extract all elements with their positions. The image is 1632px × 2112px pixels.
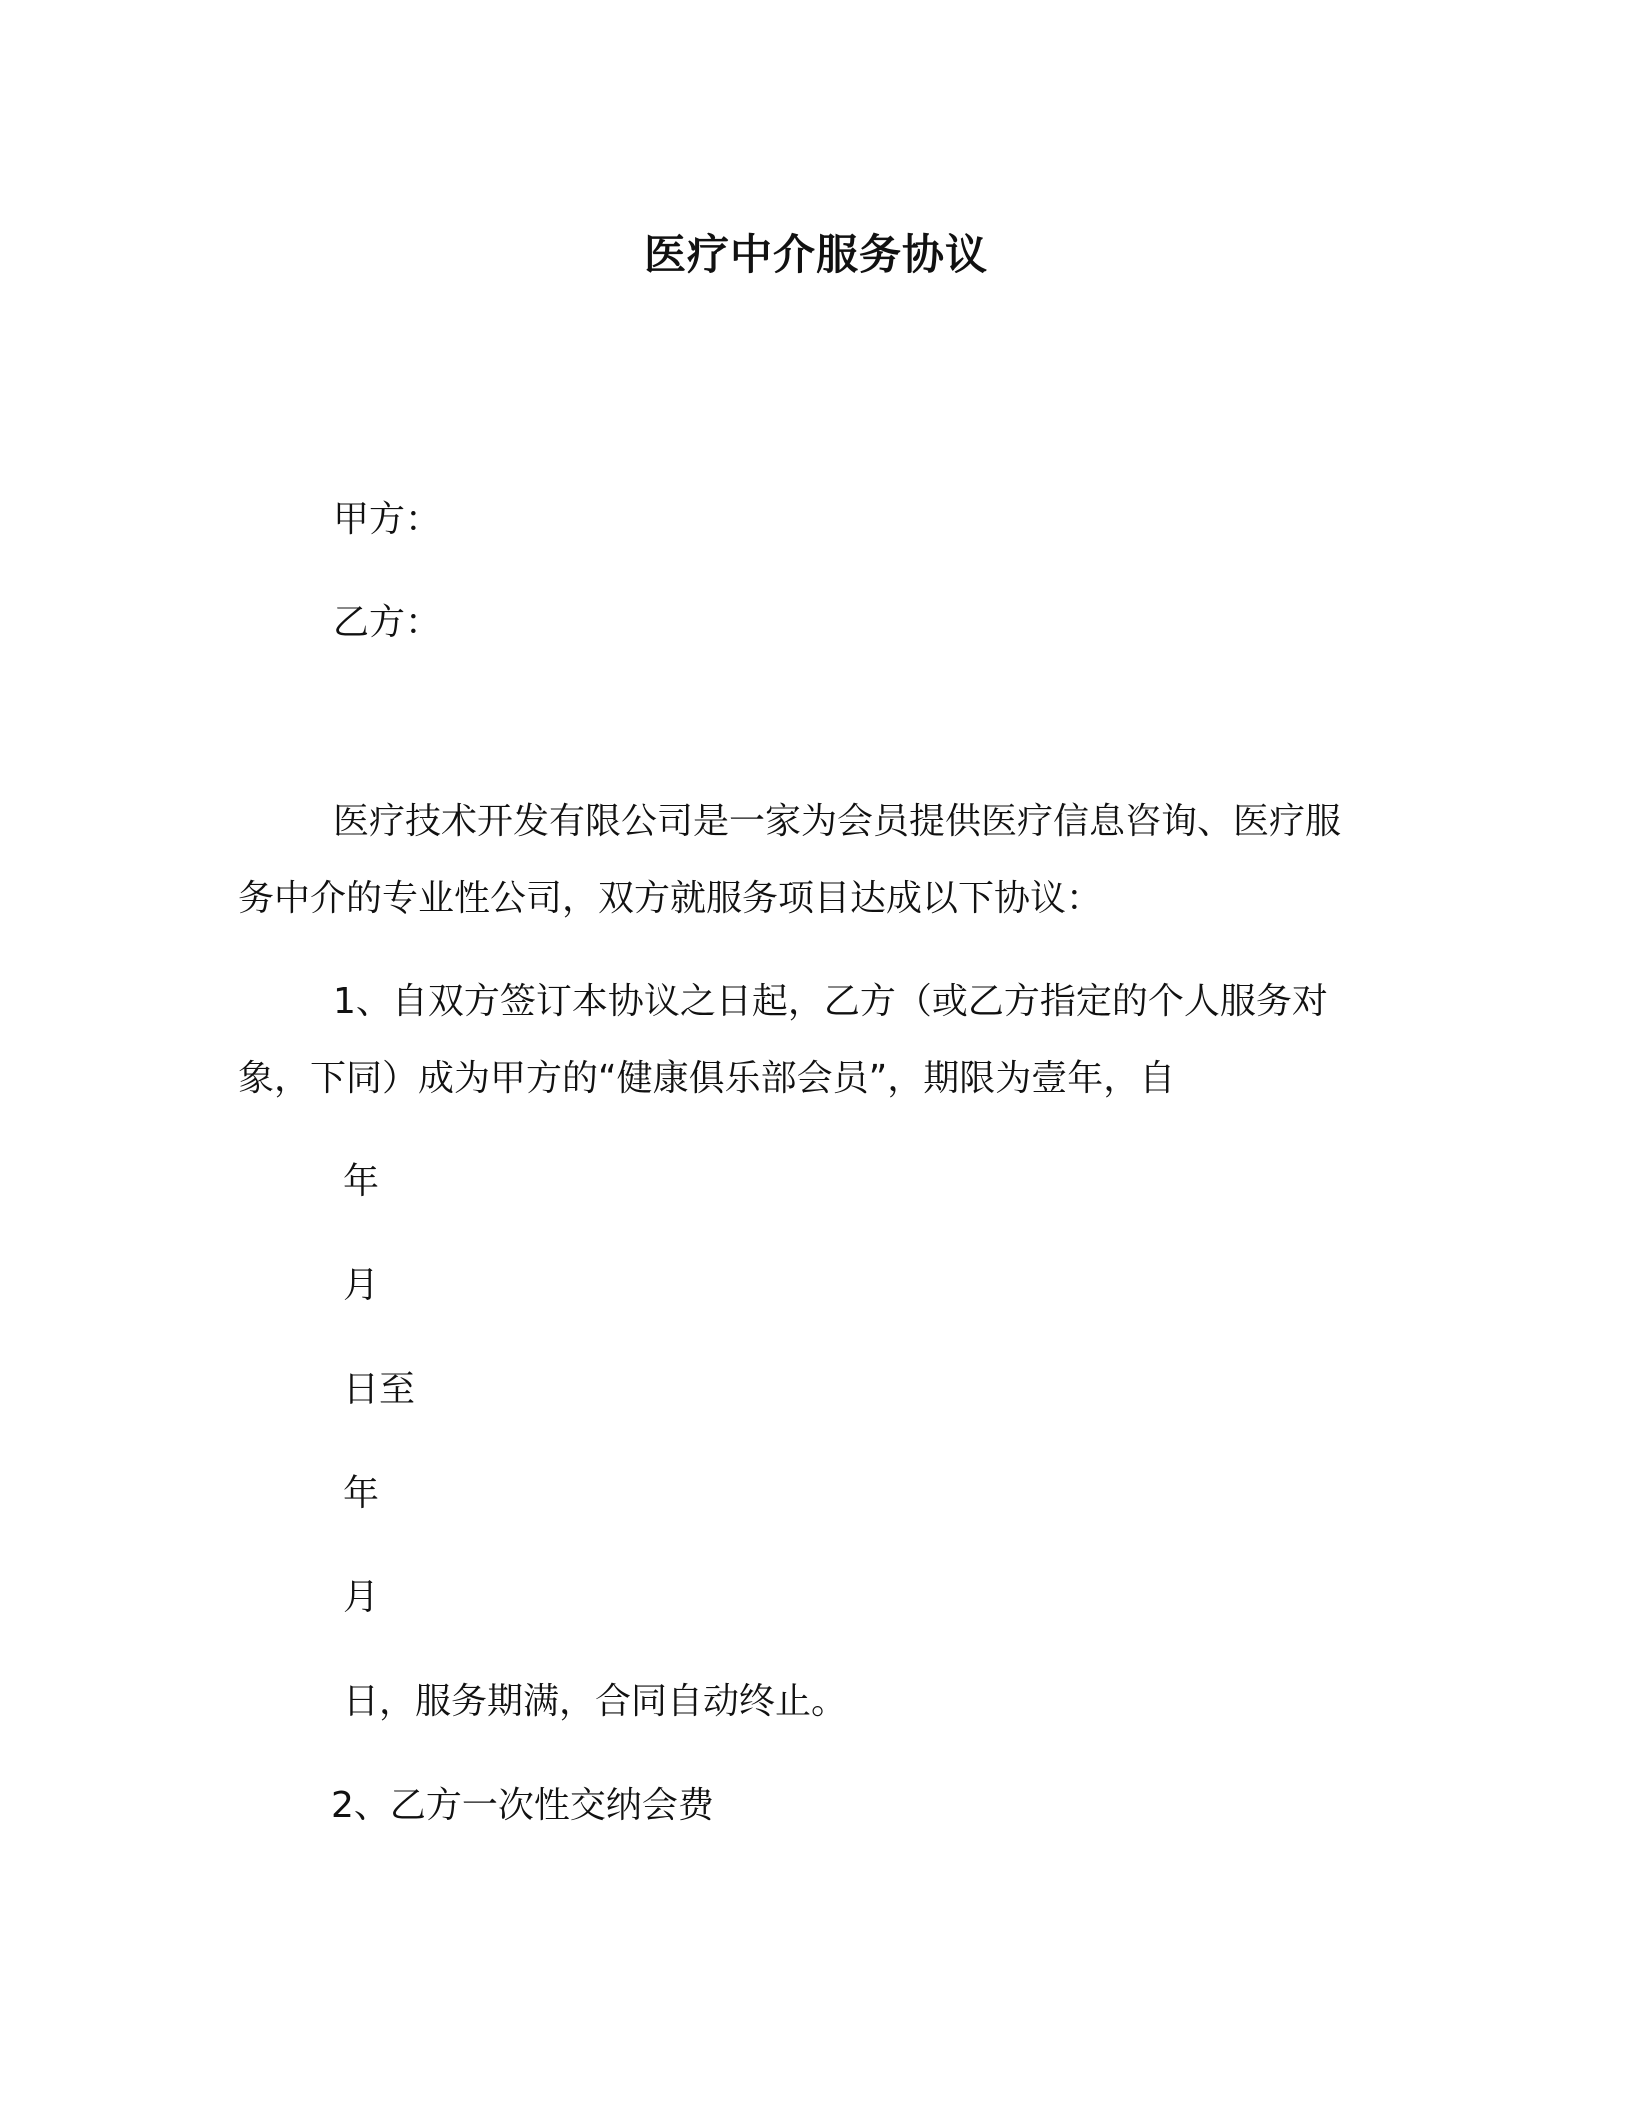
date-fragment-month-start: 月 bbox=[343, 1265, 380, 1306]
date-fragment-year-end: 年 bbox=[343, 1473, 380, 1514]
clause-1-line-2: 象，下同）成为甲方的“健康俱乐部会员”，期限为壹年，自 bbox=[238, 1058, 1176, 1099]
date-fragment-year-start: 年 bbox=[343, 1161, 380, 1202]
clause-1-line-1: 1、自双方签订本协议之日起，乙方（或乙方指定的个人服务对 bbox=[333, 981, 1328, 1022]
date-fragment-day-end: 日，服务期满，合同自动终止。 bbox=[343, 1681, 848, 1722]
document-title: 医疗中介服务协议 bbox=[643, 230, 988, 279]
party-a-label: 甲方： bbox=[333, 499, 442, 540]
date-fragment-month-end: 月 bbox=[343, 1577, 380, 1618]
party-b-label: 乙方： bbox=[333, 602, 442, 643]
clause-2-line-1: 2、乙方一次性交纳会费 bbox=[331, 1785, 714, 1826]
intro-line-2: 务中介的专业性公司，双方就服务项目达成以下协议： bbox=[238, 878, 1103, 919]
date-fragment-day-to: 日至 bbox=[343, 1369, 416, 1410]
intro-line-1: 医疗技术开发有限公司是一家为会员提供医疗信息咨询、医疗服 bbox=[333, 801, 1342, 842]
